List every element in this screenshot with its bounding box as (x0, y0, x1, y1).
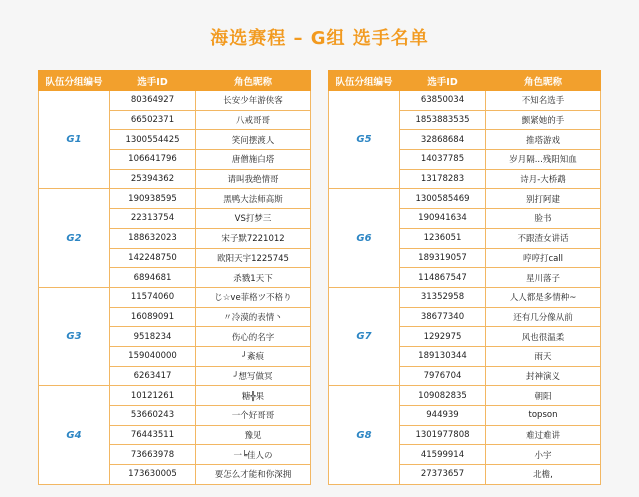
table-row (329, 189, 601, 209)
nickname-cell: ╯想写做冥 (196, 366, 311, 386)
nickname-cell: 笑问摆渡人 (196, 130, 311, 150)
player-id-cell: 38677340 (400, 307, 486, 327)
nickname-cell: 推塔游戏 (486, 130, 601, 150)
header-group: 队伍分组编号 (39, 71, 110, 91)
player-id-cell: 7976704 (400, 366, 486, 386)
nickname-cell: VS打梦三 (196, 209, 311, 229)
player-id-cell: 10121261 (110, 386, 196, 406)
group-label: G8 (329, 386, 400, 484)
nickname-cell: 〃冷漠的表情丶 (196, 307, 311, 327)
player-id-cell: 173630005 (110, 465, 196, 485)
nickname-cell: 糖╬果 (196, 386, 311, 406)
nickname-cell: 雨天 (486, 346, 601, 366)
nickname-cell: 唐僧施白塔 (196, 150, 311, 170)
nickname-cell: 难过难讲 (486, 425, 601, 445)
table-row (329, 287, 601, 307)
player-id-cell: 22313754 (110, 209, 196, 229)
player-id-cell: 1300554425 (110, 130, 196, 150)
nickname-cell: 一╘佳人の (196, 445, 311, 465)
nickname-cell: 欧阳天宇1225745 (196, 248, 311, 268)
player-id-cell: 41599914 (400, 445, 486, 465)
roster-body-right (329, 91, 601, 485)
player-id-cell: 1292975 (400, 327, 486, 347)
player-id-cell: 189319057 (400, 248, 486, 268)
roster-table-right (328, 70, 601, 485)
player-id-cell: 1300585469 (400, 189, 486, 209)
table-row (329, 386, 601, 406)
table-row (39, 287, 311, 307)
nickname-cell: 星川落子 (486, 268, 601, 288)
nickname-cell: 一个好哥哥 (196, 406, 311, 426)
nickname-cell: topson (486, 406, 601, 426)
nickname-cell: 请叫我绝情哥 (196, 169, 311, 189)
nickname-cell: 小宇 (486, 445, 601, 465)
header-group: 队伍分组编号 (329, 71, 400, 91)
player-id-cell: 11574060 (110, 287, 196, 307)
player-id-cell: 63850034 (400, 91, 486, 111)
player-id-cell: 32868684 (400, 130, 486, 150)
nickname-cell: 长安少年游侠客 (196, 91, 311, 111)
roster-table-left (38, 70, 311, 485)
player-id-cell: 13178283 (400, 169, 486, 189)
nickname-cell: 人人都是多情种~ (486, 287, 601, 307)
nickname-cell: 诗月-大桥鹉 (486, 169, 601, 189)
nickname-cell: 颤紧她的手 (486, 110, 601, 130)
header-nickname: 角色昵称 (196, 71, 311, 91)
player-id-cell: 16089091 (110, 307, 196, 327)
nickname-cell: 朝阳 (486, 386, 601, 406)
group-label: G2 (39, 189, 110, 287)
player-id-cell: 6894681 (110, 268, 196, 288)
player-id-cell: 1301977808 (400, 425, 486, 445)
nickname-cell: 脸书 (486, 209, 601, 229)
nickname-cell: 杀戮1天下 (196, 268, 311, 288)
player-id-cell: 106641796 (110, 150, 196, 170)
table-row (329, 91, 601, 111)
player-id-cell: 9518234 (110, 327, 196, 347)
player-id-cell: 142248750 (110, 248, 196, 268)
player-id-cell: 1236051 (400, 228, 486, 248)
nickname-cell: 豫见 (196, 425, 311, 445)
player-id-cell: 944939 (400, 406, 486, 426)
group-label: G5 (329, 91, 400, 189)
header-row (39, 71, 311, 91)
table-row (39, 386, 311, 406)
header-player-id: 选手ID (400, 71, 486, 91)
group-label: G1 (39, 91, 110, 189)
nickname-cell: 哼哼打call (486, 248, 601, 268)
player-id-cell: 114867547 (400, 268, 486, 288)
player-id-cell: 80364927 (110, 91, 196, 111)
player-id-cell: 53660243 (110, 406, 196, 426)
nickname-cell: 宋子默7221012 (196, 228, 311, 248)
player-id-cell: 14037785 (400, 150, 486, 170)
nickname-cell: 风也很温柔 (486, 327, 601, 347)
nickname-cell: 伤心的名字 (196, 327, 311, 347)
group-label: G7 (329, 287, 400, 385)
nickname-cell: 北檐, (486, 465, 601, 485)
player-id-cell: 1853883535 (400, 110, 486, 130)
player-id-cell: 188632023 (110, 228, 196, 248)
nickname-cell: ╯紊痕 (196, 346, 311, 366)
nickname-cell: 不知名选手 (486, 91, 601, 111)
nickname-cell: 黑鸭大法师高斯 (196, 189, 311, 209)
player-id-cell: 73663978 (110, 445, 196, 465)
nickname-cell: 要怎么才能和你深拥 (196, 465, 311, 485)
player-id-cell: 25394362 (110, 169, 196, 189)
nickname-cell: 不跟渣女讲话 (486, 228, 601, 248)
player-id-cell: 76443511 (110, 425, 196, 445)
group-label: G6 (329, 189, 400, 287)
header-row (329, 71, 601, 91)
roster-body-left (39, 91, 311, 485)
group-label: G4 (39, 386, 110, 484)
nickname-cell: 封神演义 (486, 366, 601, 386)
header-player-id: 选手ID (110, 71, 196, 91)
page-title: 海选赛程 – G组 选手名单 (210, 28, 429, 49)
player-id-cell: 190938595 (110, 189, 196, 209)
player-id-cell: 66502371 (110, 110, 196, 130)
nickname-cell: 八戒哥哥 (196, 110, 311, 130)
group-label: G3 (39, 287, 110, 385)
nickname-cell: 岁月隔...残阳知血 (486, 150, 601, 170)
nickname-cell: 还有几分像从前 (486, 307, 601, 327)
table-row (39, 189, 311, 209)
table-row (39, 91, 311, 111)
player-id-cell: 27373657 (400, 465, 486, 485)
player-id-cell: 109082835 (400, 386, 486, 406)
nickname-cell: じ☆ve菲格ツ不格り (196, 287, 311, 307)
nickname-cell: 别打阿建 (486, 189, 601, 209)
player-id-cell: 6263417 (110, 366, 196, 386)
header-nickname: 角色昵称 (486, 71, 601, 91)
player-id-cell: 190941634 (400, 209, 486, 229)
player-id-cell: 159040000 (110, 346, 196, 366)
player-id-cell: 189130344 (400, 346, 486, 366)
player-id-cell: 31352958 (400, 287, 486, 307)
